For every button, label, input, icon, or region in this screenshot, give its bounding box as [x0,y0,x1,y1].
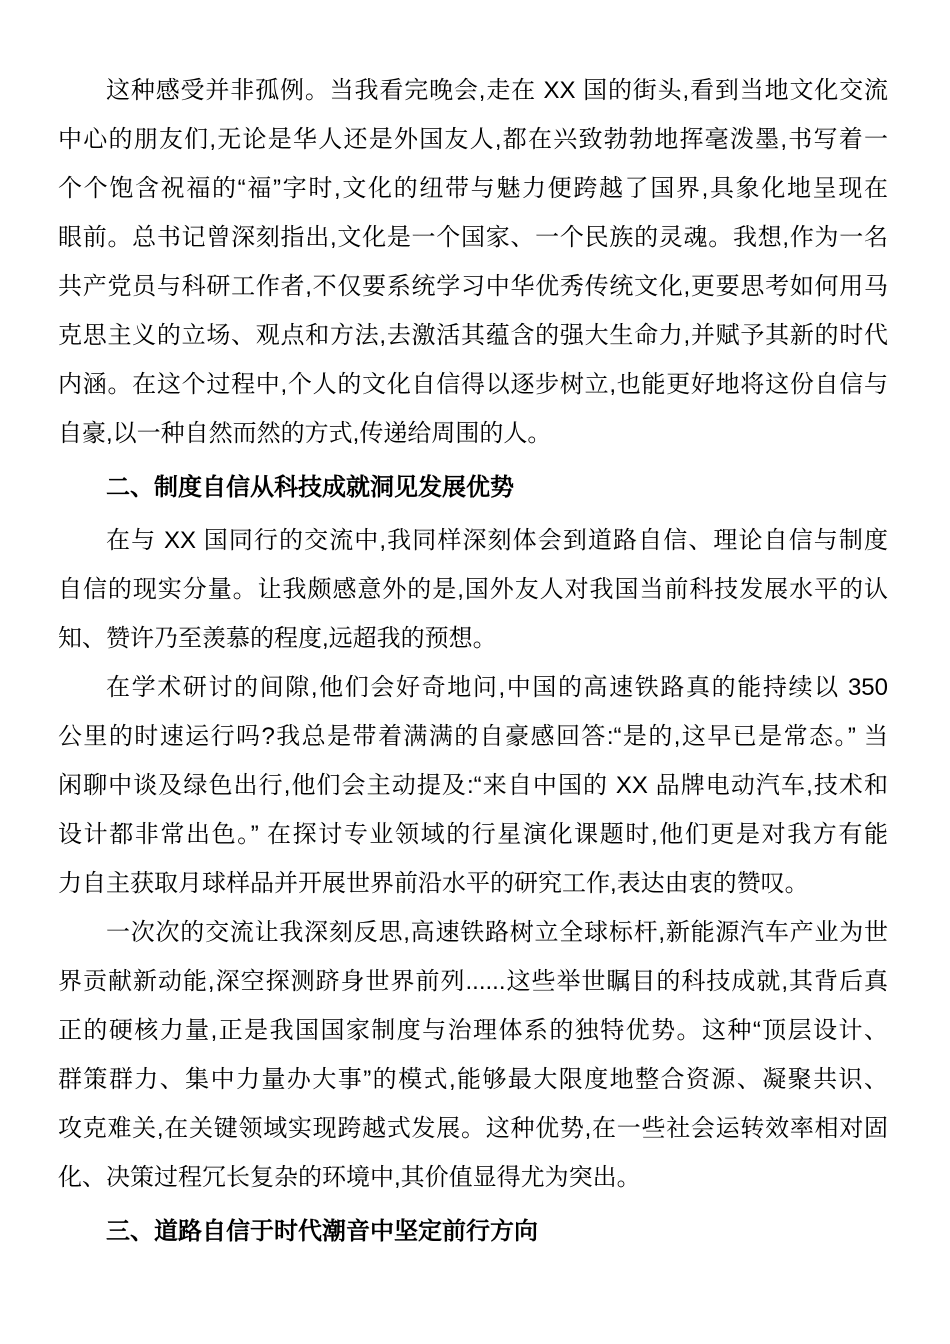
paragraph-line: 眼前。总书记曾深刻指出,文化是一个国家、一个民族的灵魂。我想,作为一名 [58,224,888,251]
paragraph-line: 攻克难关,在关键领域实现跨越式发展。这种优势,在一些社会运转效率相对固 [58,1115,888,1142]
section-heading: 二、制度自信从科技成就洞见发展优势 [106,474,514,501]
paragraph-line: 自信的现实分量。让我颇感意外的是,国外友人对我国当前科技发展水平的认 [58,576,888,603]
paragraph-line: 自豪,以一种自然而然的方式,传递给周围的人。 [58,420,552,447]
paragraph-line: 力自主获取月球样品并开展世界前沿水平的研究工作,表达由衷的赞叹。 [58,870,809,897]
paragraph-line: 化、决策过程冗长复杂的环境中,其价值显得尤为突出。 [58,1164,641,1191]
paragraph-line: 界贡献新动能,深空探测跻身世界前列......这些举世瞩目的科技成就,其背后真 [58,968,888,995]
paragraph-line: 个个饱含祝福的“福”字时,文化的纽带与魅力便跨越了国界,具象化地呈现在 [58,175,888,202]
paragraph-line: 设计都非常出色。” 在探讨专业领域的行星演化课题时,他们更是对我方有能 [58,821,888,848]
paragraph-line: 中心的朋友们,无论是华人还是外国友人,都在兴致勃勃地挥毫泼墨,书写着一 [58,126,888,153]
paragraph-line: 这种感受并非孤例。当我看完晚会,走在 XX 国的街头,看到当地文化交流 [106,77,888,104]
paragraph-line: 群策群力、集中力量办大事”的模式,能够最大限度地整合资源、凝聚共识、 [58,1066,888,1093]
paragraph-line: 知、赞许乃至羡慕的程度,远超我的预想。 [58,625,497,652]
paragraph-line: 公里的时速运行吗?我总是带着满满的自豪感回答:“是的,这早已是常态。” 当 [58,723,888,750]
paragraph-line: 正的硬核力量,正是我国国家制度与治理体系的独特优势。这种“顶层设计、 [58,1017,888,1044]
paragraph-line: 一次次的交流让我深刻反思,高速铁路树立全球标杆,新能源汽车产业为世 [106,919,888,946]
paragraph-line: 在与 XX 国同行的交流中,我同样深刻体会到道路自信、理论自信与制度 [106,527,888,554]
paragraph-line: 克思主义的立场、观点和方法,去激活其蕴含的强大生命力,并赋予其新的时代 [58,322,888,349]
paragraph-line: 共产党员与科研工作者,不仅要系统学习中华优秀传统文化,更要思考如何用马 [58,273,888,300]
paragraph-line: 内涵。在这个过程中,个人的文化自信得以逐步树立,也能更好地将这份自信与 [58,371,888,398]
section-heading: 三、道路自信于时代潮音中坚定前行方向 [106,1218,538,1245]
paragraph-line: 闲聊中谈及绿色出行,他们会主动提及:“来自中国的 XX 品牌电动汽车,技术和 [58,772,888,799]
paragraph-line: 在学术研讨的间隙,他们会好奇地问,中国的高速铁路真的能持续以 350 [106,674,888,701]
